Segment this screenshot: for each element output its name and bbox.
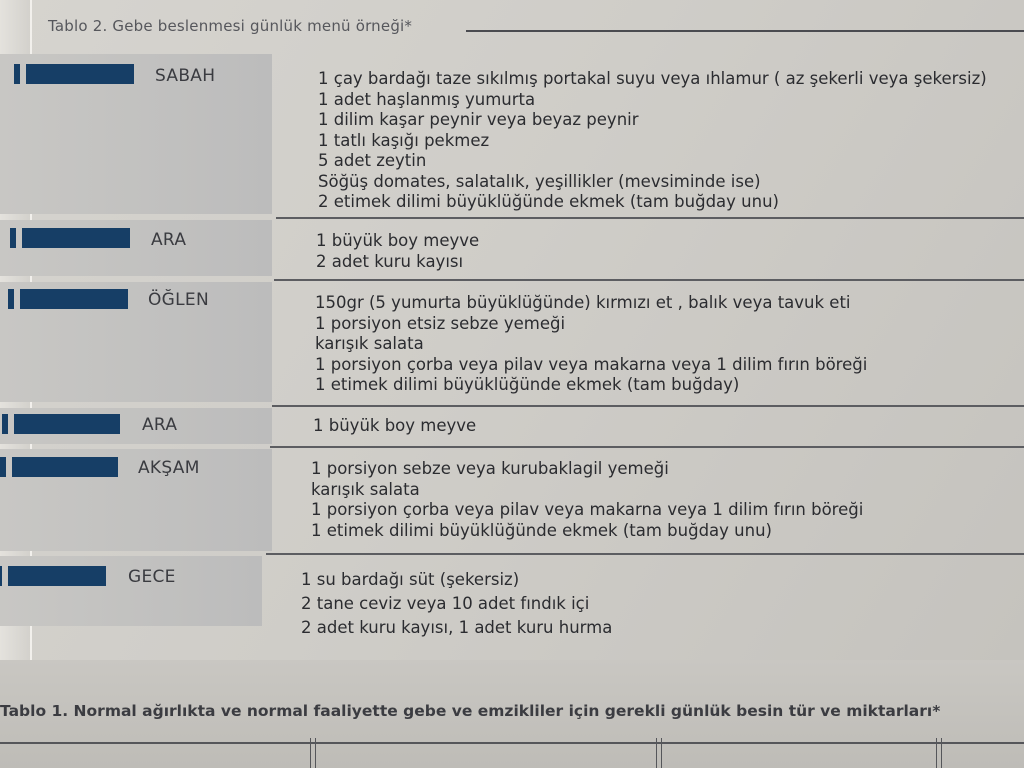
list-item: 1 çay bardağı taze sıkılmış portakal suyu veya ıhlamur ( az şekerli veya şekersiz) bbox=[318, 69, 987, 88]
meal-label-ara-2: ARA bbox=[142, 415, 178, 435]
title-rule bbox=[466, 30, 1024, 32]
meal-label-ara-1: ARA bbox=[151, 230, 187, 250]
table-1-header-rule bbox=[0, 742, 1024, 744]
list-item: karışık salata bbox=[315, 334, 424, 353]
list-item: 1 su bardağı süt (şekersiz) bbox=[301, 570, 520, 589]
meal-bar-gece bbox=[8, 566, 106, 586]
list-item: 1 porsiyon çorba veya pilav veya makarna veya 1 dilim fırın böreği bbox=[315, 354, 868, 374]
list-item: 1 porsiyon etsiz sebze yemeği bbox=[315, 313, 566, 333]
list-item: 2 etimek dilimi büyüklüğünde ekmek (tam buğday unu) bbox=[318, 192, 779, 211]
meal-items-ara-1 bbox=[316, 231, 479, 272]
list-item: 2 adet kuru kayısı bbox=[316, 251, 464, 271]
table-2-title: Tablo 2. Gebe beslenmesi günlük menü örneği* bbox=[48, 17, 413, 35]
meal-bar-ara-1 bbox=[22, 228, 130, 248]
meal-label-gece: GECE bbox=[128, 567, 176, 587]
meal-label-aksam: AKŞAM bbox=[138, 458, 200, 478]
list-item: 2 adet kuru kayısı, 1 adet kuru hurma bbox=[301, 618, 613, 637]
meal-items-ara-2 bbox=[313, 416, 476, 437]
meal-bar-ara-2 bbox=[14, 414, 120, 434]
meal-bar-aksam bbox=[12, 457, 118, 477]
meal-bar-sabah bbox=[26, 64, 134, 84]
list-item: Söğüş domates, salatalık, yeşillikler (mevsiminde ise) bbox=[318, 171, 761, 191]
meal-label-oglen: ÖĞLEN bbox=[148, 290, 209, 310]
list-item: 1 adet haşlanmış yumurta bbox=[318, 89, 536, 109]
meal-items-oglen bbox=[315, 293, 867, 396]
row-divider bbox=[266, 553, 1024, 555]
list-item: 5 adet zeytin bbox=[318, 151, 427, 170]
list-item: 2 tane ceviz veya 10 adet fındık içi bbox=[301, 594, 590, 613]
row-divider bbox=[276, 217, 1024, 219]
list-item: 1 büyük boy meyve bbox=[313, 416, 477, 435]
column-divider bbox=[656, 738, 662, 768]
meal-bar-oglen bbox=[20, 289, 128, 309]
list-item: 1 porsiyon sebze veya kurubaklagil yemeği bbox=[311, 459, 669, 478]
list-item: 1 tatlı kaşığı pekmez bbox=[318, 130, 490, 150]
meal-label-sabah: SABAH bbox=[155, 66, 216, 86]
table-1-title: Tablo 1. Normal ağırlıkta ve normal faaliyette gebe ve emzikliler için gerekli günlük besin tür ve miktarları* bbox=[0, 702, 941, 720]
list-item: 150gr (5 yumurta büyüklüğünde) kırmızı et , balık veya tavuk eti bbox=[315, 293, 851, 312]
list-item: 1 etimek dilimi büyüklüğünde ekmek (tam buğday) bbox=[315, 375, 740, 394]
row-divider bbox=[274, 279, 1024, 281]
list-item: 1 dilim kaşar peynir veya beyaz peynir bbox=[318, 110, 639, 129]
meal-items-aksam bbox=[311, 459, 863, 541]
row-divider bbox=[270, 446, 1024, 448]
list-item: 1 etimek dilimi büyüklüğünde ekmek (tam buğday unu) bbox=[311, 520, 772, 540]
list-item: karışık salata bbox=[311, 479, 420, 499]
list-item: 1 porsiyon çorba veya pilav veya makarna veya 1 dilim fırın böreği bbox=[311, 500, 864, 519]
meal-items-gece bbox=[301, 568, 612, 640]
column-divider bbox=[310, 738, 316, 768]
row-divider bbox=[272, 405, 1024, 407]
list-item: 1 büyük boy meyve bbox=[316, 231, 480, 250]
column-divider bbox=[936, 738, 942, 768]
meal-items-sabah bbox=[318, 69, 987, 213]
